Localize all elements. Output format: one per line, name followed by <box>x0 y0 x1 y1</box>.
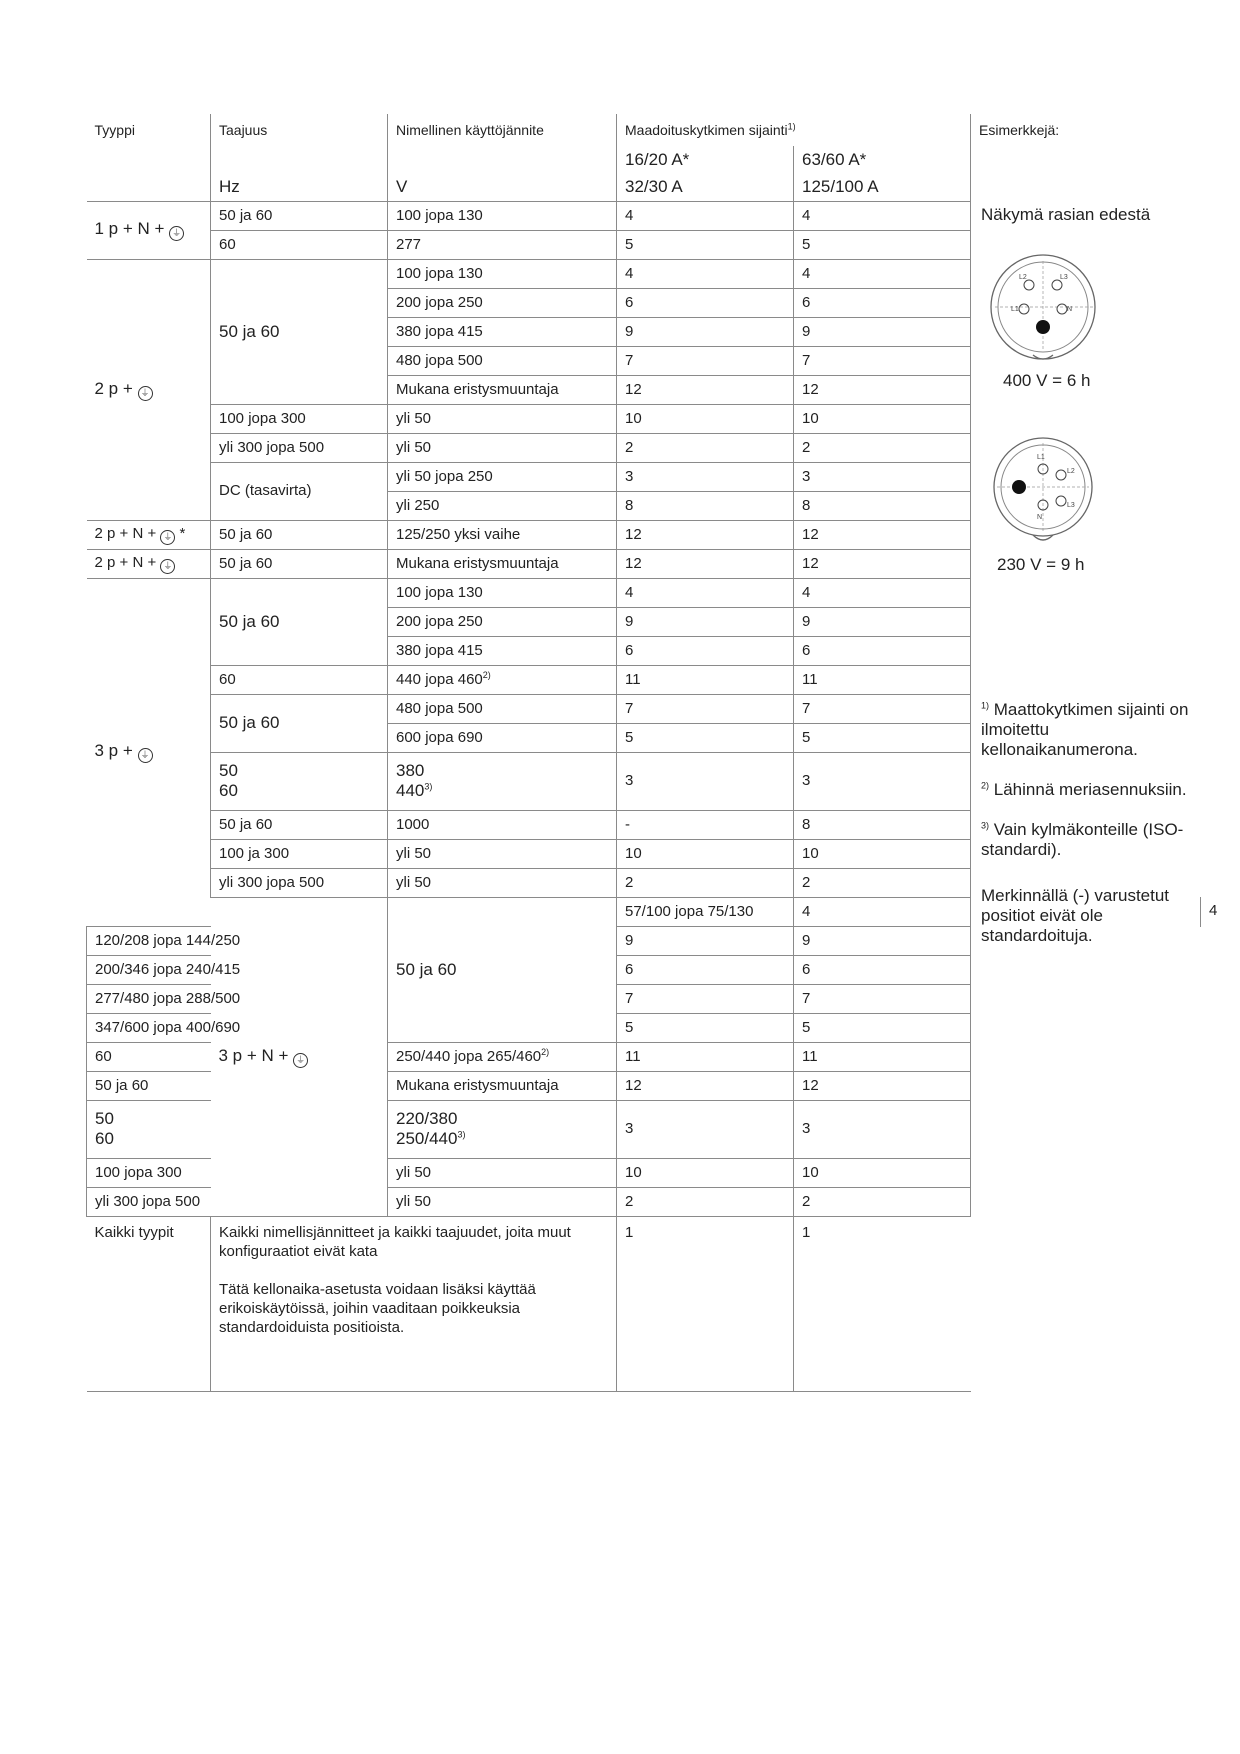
voltage-cell: Mukana eristysmuuntaja <box>388 375 617 404</box>
position-63a-cell: 4 <box>794 201 971 230</box>
frequency-cell: 100 jopa 300 <box>87 1158 211 1187</box>
position-63a-cell: 8 <box>794 491 971 520</box>
type-1p-n-earth: 1 p + N + ⏚ <box>87 201 211 259</box>
position-16a-cell: 9 <box>617 926 794 955</box>
position-16a-cell: 6 <box>617 955 794 984</box>
position-63a-cell: 2 <box>794 433 971 462</box>
frequency-cell: yli 300 jopa 500 <box>211 868 388 897</box>
voltage-cell: yli 50 <box>388 433 617 462</box>
voltage-cell: 1000 <box>388 810 617 839</box>
frequency-cell: yli 300 jopa 500 <box>211 433 388 462</box>
position-63a-cell: 3 <box>794 752 971 810</box>
position-16a-cell: 3 <box>617 462 794 491</box>
svg-text:L3: L3 <box>1067 502 1075 509</box>
frequency-cell: 100 ja 300 <box>211 839 388 868</box>
position-16a-cell: 5 <box>617 723 794 752</box>
frequency-cell: 50 ja 60 <box>211 520 388 549</box>
diagram-1-caption: 400 V = 6 h <box>1003 371 1091 390</box>
position-16a-cell: 4 <box>617 578 794 607</box>
voltage-cell: 380 jopa 415 <box>388 317 617 346</box>
frequency-cell: 60 <box>211 665 388 694</box>
position-16a-cell: 3 <box>617 1100 794 1158</box>
position-63a-cell: 7 <box>794 346 971 375</box>
voltage-cell: yli 50 jopa 250 <box>388 462 617 491</box>
header-voltage: Nimellinen käyttöjännite <box>388 114 617 173</box>
type-all: Kaikki tyypit <box>87 1216 211 1391</box>
svg-text:L1: L1 <box>1011 306 1019 313</box>
header-type: Tyyppi <box>87 114 211 201</box>
header-ground-position: Maadoituskytkimen sijainti$^{1)}$ <box>617 114 971 146</box>
earth-icon: ⏚ <box>293 1053 308 1068</box>
voltage-cell: yli 50 <box>388 1187 617 1216</box>
position-63a-cell: 11 <box>794 1042 971 1071</box>
header-voltage-unit: V <box>388 173 617 201</box>
voltage-cell: 200/346 jopa 240/415 <box>87 955 211 984</box>
frequency-cell: 50 ja 60 <box>211 810 388 839</box>
svg-text:N: N <box>1067 306 1073 313</box>
frequency-cell: 50 60 <box>211 752 388 810</box>
position-63a-cell: 6 <box>794 636 971 665</box>
position-16a-cell: 5 <box>617 230 794 259</box>
voltage-cell: 200 jopa 250 <box>388 607 617 636</box>
voltage-cell: 480 jopa 500 <box>388 346 617 375</box>
voltage-cell: 100 jopa 130 <box>388 259 617 288</box>
position-16a-cell: 8 <box>617 491 794 520</box>
position-16a-cell: 11 <box>617 1042 794 1071</box>
header-current-2-bottom: 125/100 A <box>794 173 971 201</box>
position-16a-cell: 10 <box>617 839 794 868</box>
header-freq-unit: Hz <box>211 173 388 201</box>
position-16a-cell: 6 <box>617 288 794 317</box>
voltage-cell: yli 250 <box>388 491 617 520</box>
earth-icon: ⏚ <box>138 386 153 401</box>
voltage-cell: 100 jopa 130 <box>388 578 617 607</box>
frequency-cell: 50 60 <box>87 1100 211 1158</box>
voltage-cell: 600 jopa 690 <box>388 723 617 752</box>
position-63a-cell: 12 <box>794 520 971 549</box>
position-63a-cell: 5 <box>794 1013 971 1042</box>
frequency-cell: 60 <box>87 1042 211 1071</box>
frequency-cell: 50 ja 60 <box>211 578 388 665</box>
frequency-cell: 60 <box>211 230 388 259</box>
footnote-2: $^{2)}$ Lähinnä meriasennuksiin. <box>981 780 1187 799</box>
header-examples: Esimerkkejä: <box>971 114 1201 201</box>
position-16a-cell: 9 <box>617 607 794 636</box>
position-63a-cell: 10 <box>794 404 971 433</box>
svg-text:L1: L1 <box>1037 454 1045 461</box>
position-63a-cell: 1 <box>794 1216 971 1391</box>
voltage-cell: yli 50 <box>388 839 617 868</box>
position-63a-cell: 6 <box>794 955 971 984</box>
position-16a-cell: 7 <box>617 346 794 375</box>
voltage-cell: 120/208 jopa 144/250 <box>87 926 211 955</box>
position-63a-cell: 2 <box>794 868 971 897</box>
voltage-cell: 277 <box>388 230 617 259</box>
position-16a-cell: 10 <box>617 1158 794 1187</box>
position-16a-cell: 4 <box>617 201 794 230</box>
voltage-cell: yli 50 <box>388 868 617 897</box>
type-3p-earth: 3 p + ⏚ <box>87 578 211 926</box>
footnote-1: $^{1)}$ Maattokytkimen sijainti on ilmoitettu kellonaikanumerona. <box>981 700 1189 759</box>
type-2p-n-earth-star: 2 p + N + ⏚ * <box>87 520 211 549</box>
examples-column <box>971 201 1201 1216</box>
position-16a-cell: 1 <box>617 1216 794 1391</box>
position-63a-cell: 4 <box>794 578 971 607</box>
earth-icon: ⏚ <box>160 530 175 545</box>
position-63a-cell: 7 <box>794 694 971 723</box>
position-16a-cell: 10 <box>617 404 794 433</box>
socket-configuration-table: Tyyppi Taajuus Nimellinen käyttöjännite Maadoituskytkimen sijainti$^{1)}$ Esimerkkejä: 16/20 A* 63/60 A* Hz V 32/30 A 125/100 A 1 p + N + ⏚ 50 ja 60 100 jopa 130 4 4 Näkymä rasian edestä L2 L3 L1 N 400 V = 6 h L1 L2 L3 N 230 V = 9 h $^{1)}$ Maattokytkimen sijainti on ilmoitettu kellonaikanumerona. $^{2)}$ Lähinnä meriasennuksiin. $^{3)}$ Vain kylmäkonteille (ISO-standardi). Merkinnällä (-) varustetut positiot eivät ole standardoituja. 60 277 5 5 2 p + ⏚ 50 ja 60 100 jopa 130 4 4 200 jopa 250 6 6 380 jopa 415 9 9 480 jopa 500 7 7 Mukana eristysmuuntaja 12 12 100 jopa 300 yli 50 10 10 yli 300 jopa 500 yli 50 2 2 DC (tasavirta) yli 50 jopa 250 3 3 yli 250 8 8 2 p + N + ⏚ * 50 ja 60 125/250 yksi vaihe 12 12 2 p + N + ⏚ 50 ja 60 Mukana eristysmuuntaja 12 12 3 p + ⏚ 50 ja 60 100 jopa 130 4 4 200 jopa 250 9 9 380 jopa 415 6 6 60 440 jopa 460$^{2)}$ 11 11 50 ja 60 480 jopa 500 7 7 600 jopa 690 5 5 50 60 380 440$^{3)}$ 3 3 50 ja 60 1000 - 8 100 ja 300 yli 50 10 10 yli 300 jopa 500 yli 50 2 2 3 p + N + ⏚ 50 ja 60 57/100 jopa 75/130 4 4 120/208 jopa 144/250 9 9 200/346 jopa 240/415 6 6 277/480 jopa 288/500 7 7 347/600 jopa 400/690 5 5 60 250/440 jopa 265/460$^{2)}$ 11 11 50 ja 60 Mukana eristysmuuntaja 12 12 50 60 220/380 250/440$^{3)}$ 3 3 100 jopa 300 yli 50 10 10 yli 300 jopa 500 yli 50 2 2 Kaikki tyypit Kaikki nimellisjännitteet ja kaikki taajuudet, joita muut konfiguraatiot eivät kata Tätä kellonaika-asetusta voidaan lisäksi käyttää erikoiskäytöissä, joihin vaaditaan poikkeuksia standardoiduista positioista. 1 1 <box>86 114 1201 1392</box>
position-63a-cell: 10 <box>794 839 971 868</box>
position-16a-cell: 4 <box>794 897 971 926</box>
svg-text:N: N <box>1037 514 1043 521</box>
position-16a-cell: 12 <box>617 1071 794 1100</box>
voltage-cell: 347/600 jopa 400/690 <box>87 1013 211 1042</box>
position-63a-cell: 12 <box>794 549 971 578</box>
voltage-cell: Mukana eristysmuuntaja <box>388 1071 617 1100</box>
position-63a-cell: 5 <box>794 723 971 752</box>
position-63a-cell: 4 <box>794 259 971 288</box>
type-2p-n-earth: 2 p + N + ⏚ <box>87 549 211 578</box>
position-63a-cell: 9 <box>794 317 971 346</box>
voltage-cell: 250/440 jopa 265/460$^{2)}$ <box>388 1042 617 1071</box>
position-63a-cell: 6 <box>794 288 971 317</box>
voltage-cell: 380 440$^{3)}$ <box>388 752 617 810</box>
position-63a-cell: 8 <box>794 810 971 839</box>
voltage-cell: 57/100 jopa 75/130 <box>617 897 794 926</box>
svg-text:L2: L2 <box>1019 274 1027 281</box>
voltage-cell: 480 jopa 500 <box>388 694 617 723</box>
header-current-2-top: 63/60 A* <box>794 146 971 173</box>
position-63a-cell: 9 <box>794 926 971 955</box>
position-16a-cell: 11 <box>617 665 794 694</box>
type-3p-n-earth: 3 p + N + ⏚ <box>211 897 388 1216</box>
header-current-1-bottom: 32/30 A <box>617 173 794 201</box>
voltage-cell: 380 jopa 415 <box>388 636 617 665</box>
frequency-cell: 50 ja 60 <box>211 201 388 230</box>
position-16a-cell: 9 <box>617 317 794 346</box>
position-16a-cell: 12 <box>617 520 794 549</box>
earth-icon: ⏚ <box>160 559 175 574</box>
position-63a-cell: 7 <box>794 984 971 1013</box>
position-16a-cell: - <box>617 810 794 839</box>
earth-icon: ⏚ <box>138 748 153 763</box>
voltage-cell: 220/380 250/440$^{3)}$ <box>388 1100 617 1158</box>
voltage-cell: 100 jopa 130 <box>388 201 617 230</box>
voltage-cell: 200 jopa 250 <box>388 288 617 317</box>
position-16a-cell: 6 <box>617 636 794 665</box>
position-16a-cell: 3 <box>617 752 794 810</box>
position-16a-cell: 5 <box>617 1013 794 1042</box>
frequency-cell: 50 ja 60 <box>388 897 617 1042</box>
voltage-cell: Mukana eristysmuuntaja <box>388 549 617 578</box>
position-16a-cell: 12 <box>617 549 794 578</box>
position-63a-cell: 3 <box>794 462 971 491</box>
voltage-cell: yli 50 <box>388 1158 617 1187</box>
frequency-cell: DC (tasavirta) <box>211 462 388 520</box>
socket-230v-diagram <box>987 435 1107 547</box>
position-63a-cell: 9 <box>794 607 971 636</box>
svg-text:L3: L3 <box>1060 274 1068 281</box>
frequency-cell: 50 ja 60 <box>211 259 388 404</box>
position-63a-cell: 5 <box>794 230 971 259</box>
front-view-label: Näkymä rasian edestä <box>981 205 1151 224</box>
voltage-cell: 440 jopa 460$^{2)}$ <box>388 665 617 694</box>
position-16a-cell: 2 <box>617 1187 794 1216</box>
header-frequency: Taajuus <box>211 114 388 173</box>
position-16a-cell: 7 <box>617 984 794 1013</box>
position-63a-cell: 12 <box>794 375 971 404</box>
frequency-cell: yli 300 jopa 500 <box>87 1187 211 1216</box>
position-63a-cell: 11 <box>794 665 971 694</box>
position-16a-cell: 7 <box>617 694 794 723</box>
position-63a-cell: 10 <box>794 1158 971 1187</box>
voltage-cell: 277/480 jopa 288/500 <box>87 984 211 1013</box>
position-63a-cell: 2 <box>794 1187 971 1216</box>
position-16a-cell: 2 <box>617 433 794 462</box>
position-63a-cell: 3 <box>794 1100 971 1158</box>
frequency-cell: 50 ja 60 <box>211 549 388 578</box>
position-16a-cell: 12 <box>617 375 794 404</box>
standardization-note: Merkinnällä (-) varustetut positiot eivät ole standardoituja. <box>981 886 1170 945</box>
frequency-cell: 100 jopa 300 <box>211 404 388 433</box>
frequency-cell: 50 ja 60 <box>211 694 388 752</box>
position-16a-cell: 4 <box>617 259 794 288</box>
socket-400v-diagram <box>987 251 1107 363</box>
header-current-1-top: 16/20 A* <box>617 146 794 173</box>
voltage-cell: yli 50 <box>388 404 617 433</box>
diagram-2-caption: 230 V = 9 h <box>997 555 1085 574</box>
svg-text:L2: L2 <box>1067 468 1075 475</box>
voltage-cell: 125/250 yksi vaihe <box>388 520 617 549</box>
frequency-cell: 50 ja 60 <box>87 1071 211 1100</box>
footnote-3: $^{3)}$ Vain kylmäkonteille (ISO-standardi). <box>981 820 1184 859</box>
type-2p-earth: 2 p + ⏚ <box>87 259 211 520</box>
position-63a-cell: 12 <box>794 1071 971 1100</box>
all-types-description: Kaikki nimellisjännitteet ja kaikki taajuudet, joita muut konfiguraatiot eivät kata Tätä kellonaika-asetusta voidaan lisäksi käyttää erikoiskäytöissä, joihin vaaditaan poikkeuksia standardoiduista positioista. <box>211 1216 617 1391</box>
position-16a-cell: 2 <box>617 868 794 897</box>
earth-icon: ⏚ <box>169 226 184 241</box>
